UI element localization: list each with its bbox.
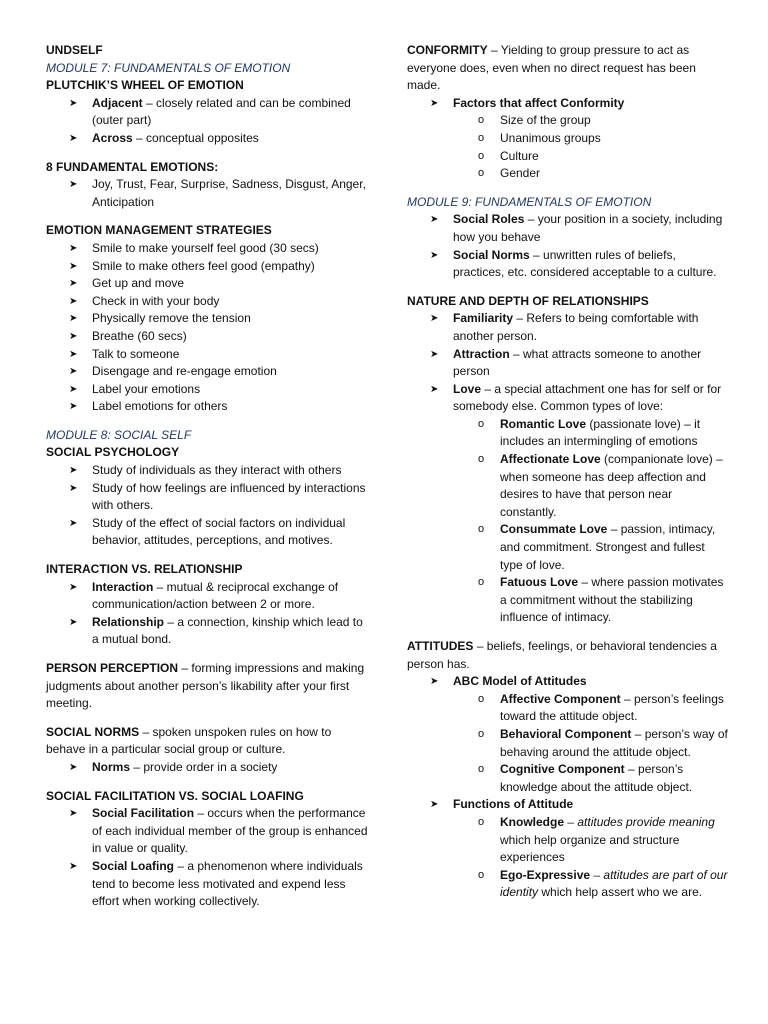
list-item: ➤ Study of how feelings are influenced by interactions with others. [69,480,366,513]
list-item: ➤ Study of individuals as they interact with others [46,462,368,480]
list-item: ➤ Adjacent – closely related and can be combined (outer part) [69,95,351,128]
list-item: ➤ Breathe (60 secs) [46,328,368,346]
list-item: ➤ Physically remove the tension [46,310,368,328]
list-item: ➤ Check in with your body [46,293,368,311]
list-item: ➤ Across – conceptual opposites [46,130,368,148]
arrow-bullet-icon: ➤ [430,676,439,688]
arrow-bullet-icon: ➤ [69,401,78,413]
list-item: ➤ Talk to someone [46,346,368,364]
arrow-bullet-icon: ➤ [69,260,78,272]
circle-bullet-icon: o [478,692,485,705]
section-heading: EMOTION MANAGEMENT STRATEGIES [46,223,272,238]
arrow-bullet-icon: ➤ [430,214,439,226]
arrow-bullet-icon: ➤ [69,366,78,378]
arrow-bullet-icon: ➤ [430,249,439,261]
list-item: ➤ Familiarity – Refers to being comfortable with another person. [430,311,699,343]
right-column [407,42,729,902]
arrow-bullet-icon: ➤ [69,860,78,872]
arrow-bullet-icon: ➤ [69,132,78,144]
arrow-bullet-icon: ➤ [69,330,78,342]
arrow-bullet-icon: ➤ [69,97,78,109]
arrow-bullet-icon: ➤ [69,278,78,290]
sub-list-item: o Culture [407,148,729,166]
circle-bullet-icon: o [478,763,485,776]
list-item: ➤ ABC Model of Attitudes [407,673,729,691]
list-item: ➤ Joy, Trust, Fear, Surprise, Sadness, Disgust, Anger, Anticipation [69,177,366,209]
circle-bullet-icon: o [478,417,485,430]
sub-list-item: o Consummate Love – passion, intimacy, and commitment. Strongest and fullest type of love. [478,522,716,572]
list-item: ➤ Disengage and re-engage emotion [46,363,368,381]
list-item: ➤ Interaction – mutual & reciprocal exchange of communication/action between 2 or more. [69,579,339,612]
sub-list-item: o Unanimous groups [407,130,729,148]
sub-list-item: o Gender [407,165,729,183]
circle-bullet-icon: o [478,114,485,127]
list-item: ➤ Label your emotions [46,381,368,399]
left-column [46,42,368,911]
arrow-bullet-icon: ➤ [69,179,78,191]
arrow-bullet-icon: ➤ [69,482,78,494]
page-title: UNDSELF [46,43,103,57]
list-item: ➤ Factors that affect Conformity [407,95,729,113]
list-item: ➤ Social Loafing – a phenomenon where individuals tend to become less motivated and expend less effort when working collectively. [69,858,363,909]
section-heading: INTERACTION VS. RELATIONSHIP [46,562,243,577]
section-heading: SOCIAL PSYCHOLOGY [46,445,180,460]
arrow-bullet-icon: ➤ [69,348,78,360]
list-item: ➤ Love – a special attachment one has for self or for somebody else. Common types of love: [430,381,722,414]
definition-paragraph: PERSON PERCEPTION – forming impressions and making judgments about another person’s likability after your first meeting. [46,661,365,711]
module-heading: MODULE 7: FUNDAMENTALS OF EMOTION [46,60,291,75]
circle-bullet-icon: o [478,453,485,466]
module-heading: MODULE 9: FUNDAMENTALS OF EMOTION [407,194,652,209]
list-item: ➤ Social Norms – unwritten rules of beliefs, practices, etc. considered acceptable to a culture. [430,247,717,280]
arrow-bullet-icon: ➤ [69,465,78,477]
list-item: ➤ Study of the effect of social factors on individual behavior, attitudes, perceptions, and motives. [69,515,346,548]
sub-list-item: o Fatuous Love – where passion motivates a commitment without the stabilizing influence of intimacy. [478,575,724,625]
arrow-bullet-icon: ➤ [69,242,78,254]
arrow-bullet-icon: ➤ [69,383,78,395]
circle-bullet-icon: o [478,131,485,144]
list-item: ➤ Functions of Attitude [407,796,729,814]
arrow-bullet-icon: ➤ [69,808,78,820]
definition-paragraph: CONFORMITY – Yielding to group pressure to act as everyone does, even when no direct request has been made. [407,43,696,93]
section-heading: PLUTCHIK’S WHEEL OF EMOTION [46,78,244,93]
list-item: ➤ Smile to make yourself feel good (30 secs) [46,240,368,258]
arrow-bullet-icon: ➤ [430,348,439,360]
list-item: ➤ Norms – provide order in a society [46,759,368,777]
circle-bullet-icon: o [478,167,485,180]
circle-bullet-icon: o [478,576,485,589]
list-item: ➤ Smile to make others feel good (empathy) [46,258,368,276]
circle-bullet-icon: o [478,523,485,536]
circle-bullet-icon: o [478,149,485,162]
list-item: ➤ Label emotions for others [46,398,368,416]
section-heading: 8 FUNDAMENTAL EMOTIONS: [46,159,219,174]
list-item: ➤ Relationship – a connection, kinship which lead to a mutual bond. [69,614,363,647]
arrow-bullet-icon: ➤ [430,799,439,811]
section-heading: SOCIAL FACILITATION VS. SOCIAL LOAFING [46,788,304,803]
list-item: ➤ Get up and move [46,275,368,293]
sub-list-item: o Ego-Expressive – attitudes are part of our identity which help assert who we are. [478,867,728,900]
arrow-bullet-icon: ➤ [69,761,78,773]
arrow-bullet-icon: ➤ [69,313,78,325]
circle-bullet-icon: o [478,815,485,828]
definition-paragraph: SOCIAL NORMS – spoken unspoken rules on how to behave in a particular social group or culture. [46,724,332,757]
arrow-bullet-icon: ➤ [430,383,439,395]
sub-list-item: o Affective Component – person’s feelings toward the attitude object. [478,691,724,724]
module-heading: MODULE 8: SOCIAL SELF [46,427,192,442]
list-item: ➤ Attraction – what attracts someone to another person [430,346,702,379]
arrow-bullet-icon: ➤ [69,517,78,529]
arrow-bullet-icon: ➤ [69,616,78,628]
sub-list-item: o Size of the group [407,112,729,130]
circle-bullet-icon: o [478,868,485,881]
arrow-bullet-icon: ➤ [69,295,78,307]
arrow-bullet-icon: ➤ [430,313,439,325]
sub-list-item: o Cognitive Component – person’s knowledge about the attitude object. [478,762,693,794]
sub-list-item: o Affectionate Love (companionate love) – when someone has deep affection and desires to have that person near constantly. [478,452,723,519]
definition-paragraph: ATTITUDES – beliefs, feelings, or behavioral tendencies a person has. [407,639,717,671]
list-item: ➤ Social Roles – your position in a society, including how you behave [430,212,723,244]
circle-bullet-icon: o [478,727,485,740]
sub-list-item: o Romantic Love (passionate love) – it includes an intermingling of emotions [478,416,701,449]
sub-list-item: o Behavioral Component – person’s way of behaving around the attitude object. [478,726,728,759]
arrow-bullet-icon: ➤ [69,581,78,593]
arrow-bullet-icon: ➤ [430,97,439,109]
list-item: ➤ Social Facilitation – occurs when the performance of each individual member of the group is enhanced in value or quality. [69,806,368,856]
sub-list-item: o Knowledge – attitudes provide meaning which help organize and structure experiences [478,814,715,865]
section-heading: NATURE AND DEPTH OF RELATIONSHIPS [407,293,649,308]
